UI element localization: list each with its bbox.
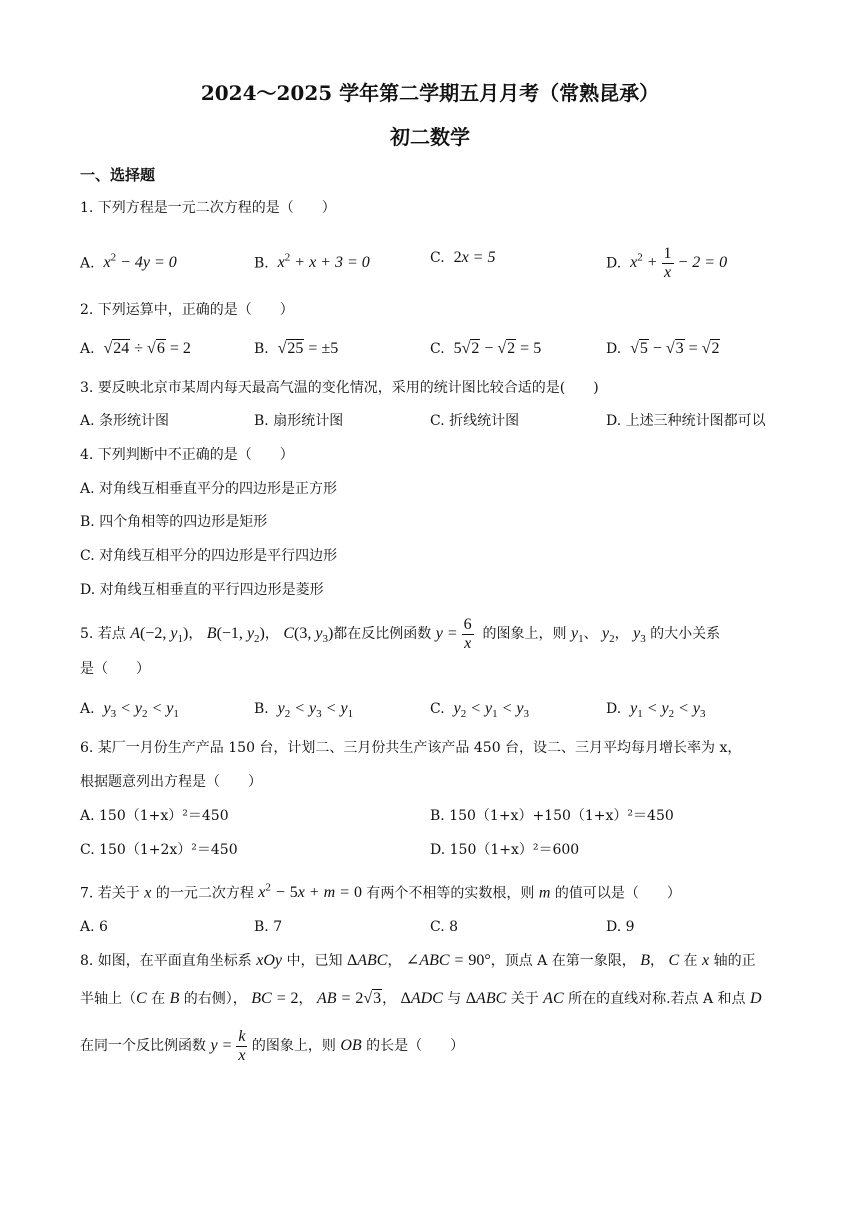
q5-option-d: D. $y_1 < y_2 < y_3$ [606,700,706,721]
q6-stem: 6. 某厂一月份生产产品 150 台，计划二、三月份共生产该产品 450 台，设二、三月平均每月增长率为 x， [80,740,742,756]
q2-option-d: D. √5 − √3 = √2 [606,340,720,357]
q6-option-c: C. 150（1+2x）²＝450 [80,842,238,858]
q7-stem: 7. 若关于 x 的一元二次方程 $x^2 - 5x + m = 0$ 有两个不相等的实数根，则 m 的值可以是（ ） [80,882,681,902]
q7-option-b: B. 7 [254,919,283,935]
q1-option-d: D. $x^2$ + $\frac{1}{x}$ − 2 = 0 [606,245,728,282]
q4-option-c: C. 对角线互相平分的四边形是平行四边形 [80,548,338,564]
q7-option-a: A. 6 [80,919,108,935]
q5-option-c: C. $y_2 < y_1 < y_3$ [430,700,529,721]
q2-option-b: B. √25 = ±5 [254,340,339,357]
q2-option-a: A. √24 ÷ √6 = 2 [80,340,191,357]
q6-option-a: A. 150（1+x）²＝450 [80,808,229,824]
q4-option-b: B. 四个角相等的四边形是矩形 [80,514,268,530]
q3-option-a: A. 条形统计图 [80,413,170,429]
q4-option-d: D. 对角线互相垂直的平行四边形是菱形 [80,582,324,598]
q1-option-b: B. $x^2 + x + 3 = 0$ [254,252,370,272]
q8-line2: 半轴上（C 在 B 的右侧）， BC = 2， AB = 2√3， ΔADC 与 ΔABC 关于 AC 所在的直线对称.若点 A 和点 D [80,990,762,1007]
exam-subtitle: 初二数学 [390,125,470,149]
q1-option-a: A. $x^2 - 4y = 0$ [80,252,177,272]
q8-line1: 8. 如图，在平面直角坐标系 xOy 中，已知 ΔABC， ∠ABC = 90°，顶点 A 在第一象限， B， C 在 x 轴的正 [80,952,756,969]
q5-stem-cont: 是（ ） [80,661,150,677]
q3-option-d: D. 上述三种统计图都可以 [606,413,766,429]
q3-option-b: B. 扇形统计图 [254,413,344,429]
q8-line3: 在同一个反比例函数 y = $\frac{k}{x}$ 的图象上，则 OB 的长是（ ） [80,1027,465,1064]
exam-title: 2024～2025 学年第二学期五月月考（常熟昆承） [200,81,660,105]
q4-stem: 4. 下列判断中不正确的是（ ） [80,447,294,463]
q4-option-a: A. 对角线互相垂直平分的四边形是正方形 [80,481,338,497]
q3-stem: 3. 要反映北京市某周内每天最高气温的变化情况，采用的统计图比较合适的是( ) [80,380,599,396]
q5-option-b: B. $y_2 < y_3 < y_1$ [254,700,354,721]
section-heading: 一、选择题 [80,166,156,184]
q7-option-d: D. 9 [606,919,635,935]
q2-option-c: C. 5√2 − √2 = 5 [430,340,542,357]
q2-stem: 2. 下列运算中，正确的是（ ） [80,302,294,318]
q5-option-a: A. $y_3 < y_2 < y_1$ [80,700,179,721]
q6-option-d: D. 150（1+x）²＝600 [430,842,580,858]
q1-stem: 1. 下列方程是一元二次方程的是（ ） [80,200,336,216]
q7-option-c: C. 8 [430,919,459,935]
q6-option-b: B. 150（1+x）+150（1+x）²＝450 [430,808,674,824]
q1-option-c: C. 2x = 5 [430,249,496,266]
q3-option-c: C. 折线统计图 [430,413,520,429]
q5-stem: 5. 若点 A(−2, $y_1$)， B(−1, $y_2$)， C(3, $y_3$)都在反比例函数 y = $\frac{6}{x}$ 的图象上，则 $y_1$、 $y_2$， $y_3$ 的大小关系 [80,615,721,652]
q6-stem-cont: 根据题意列出方程是（ ） [80,774,262,790]
